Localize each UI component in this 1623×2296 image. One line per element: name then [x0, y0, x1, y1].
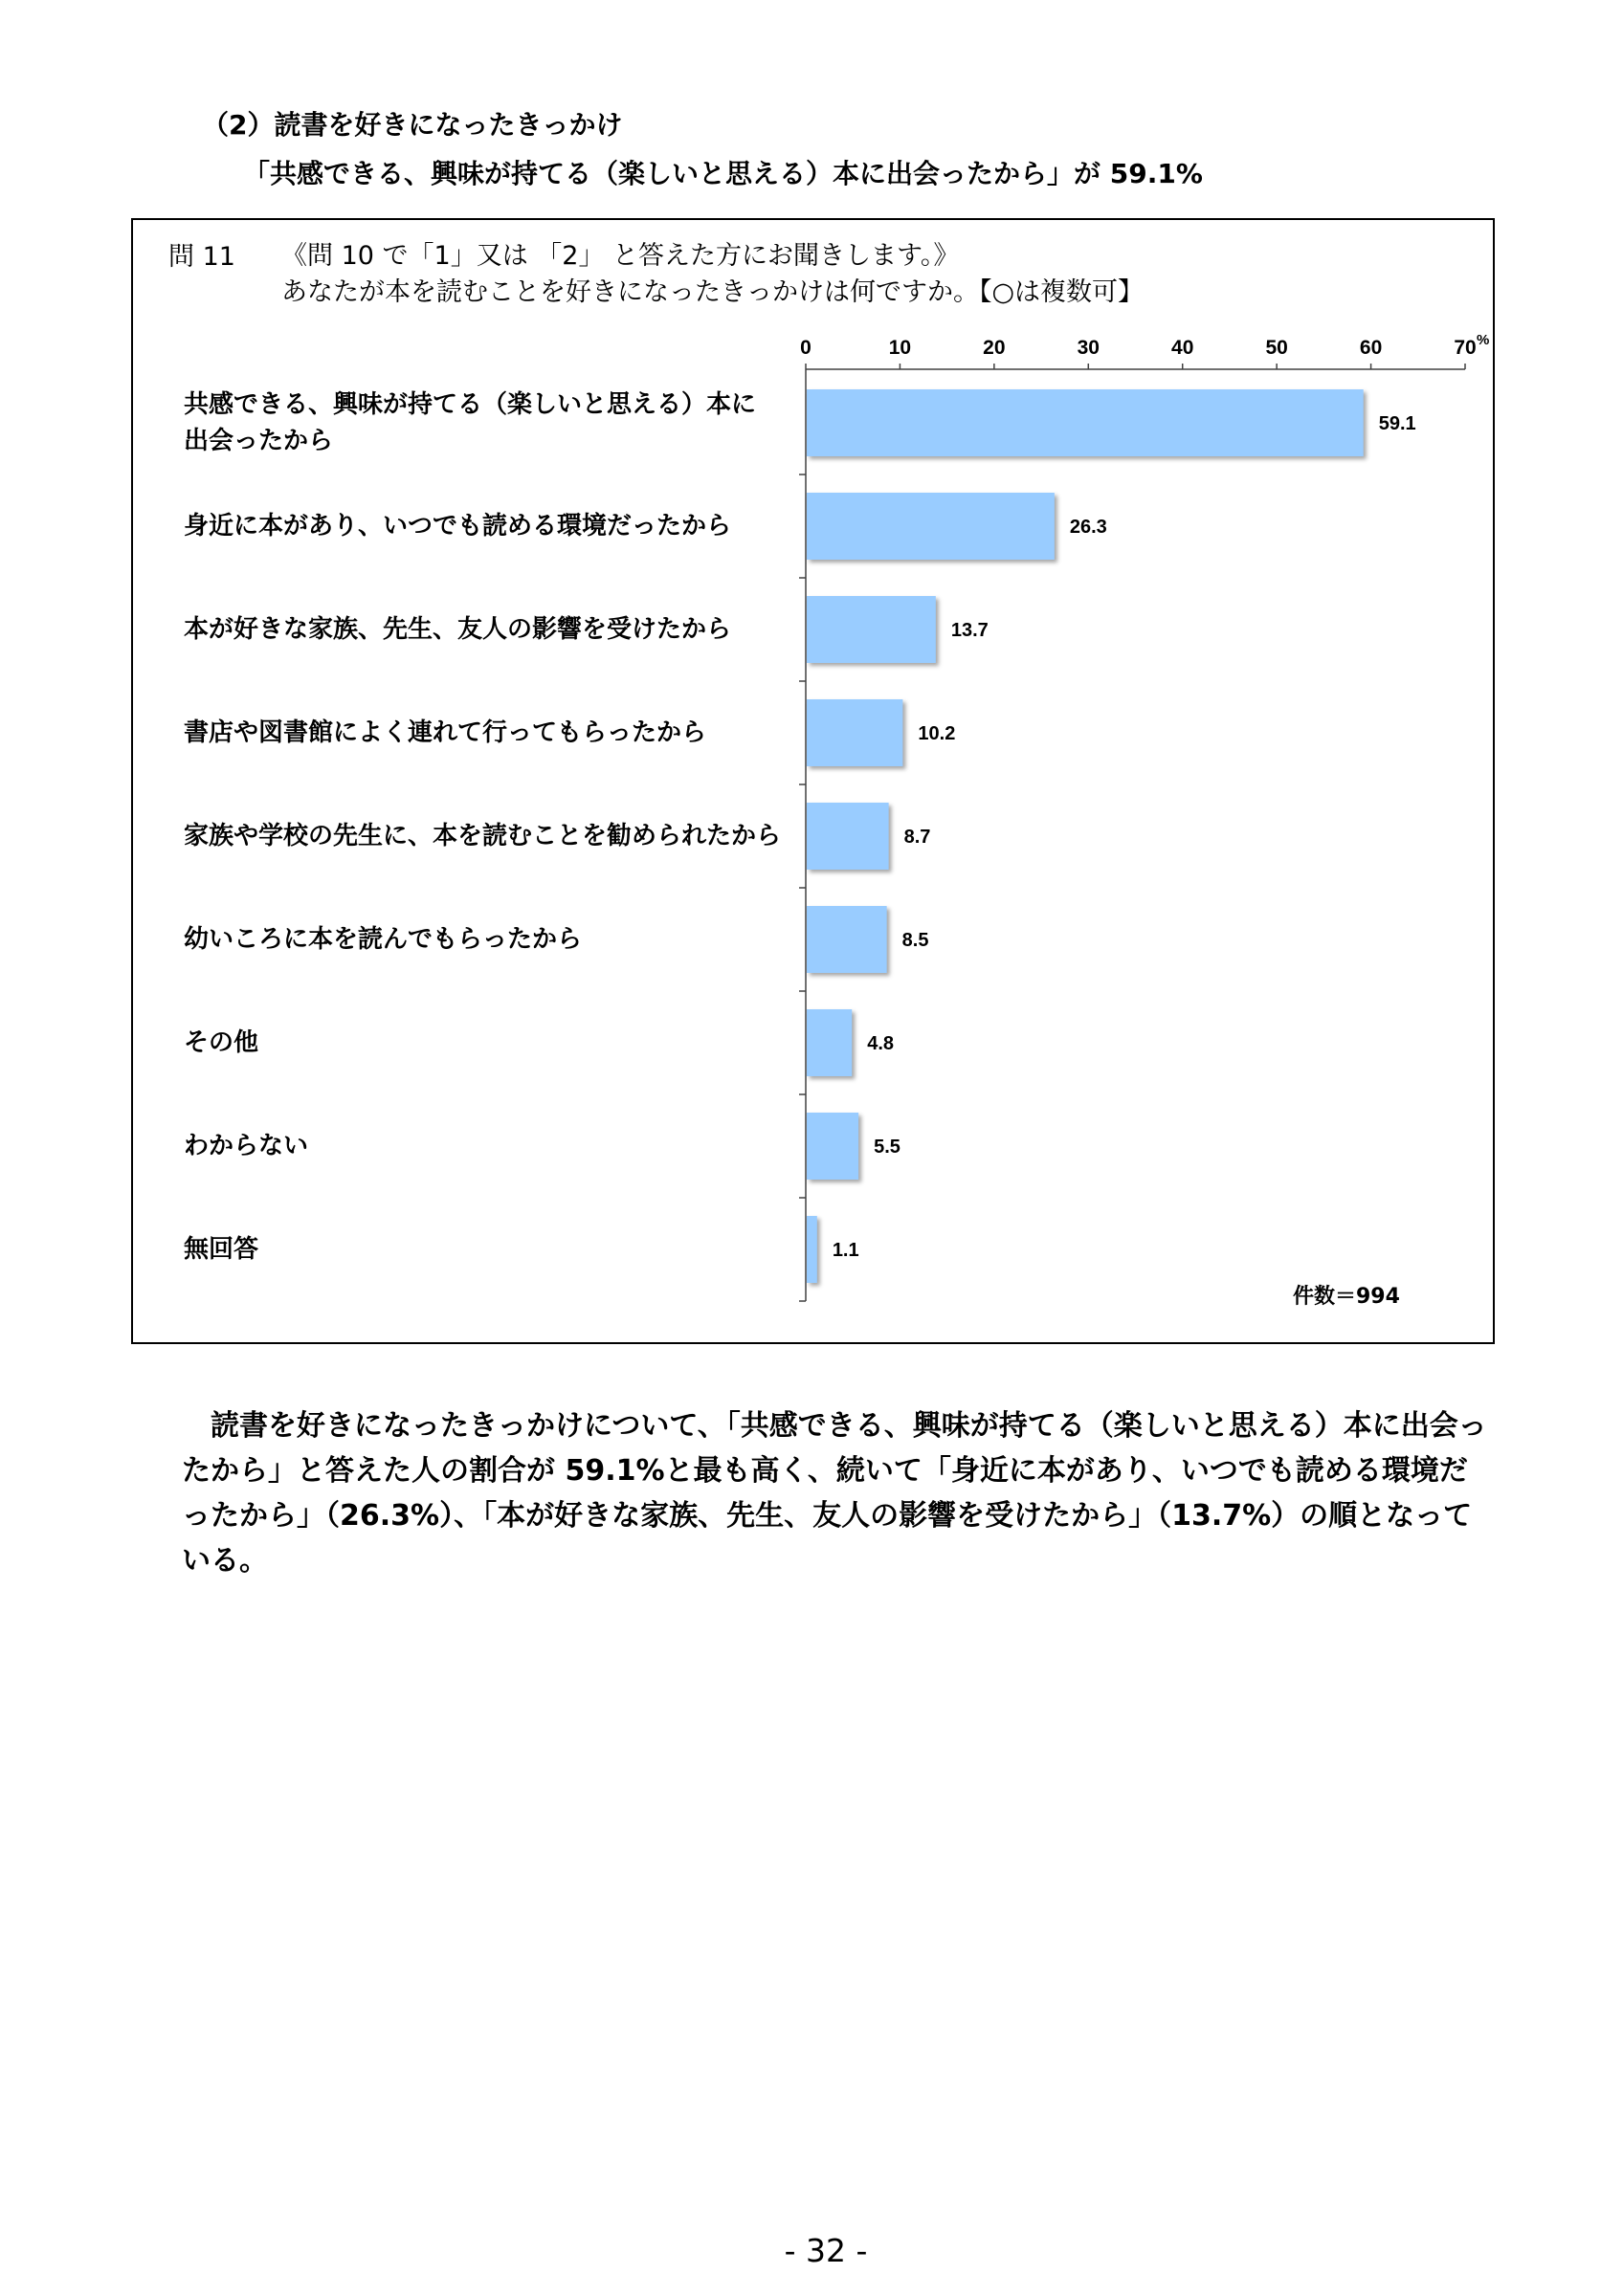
- x-tick-label: 50: [1265, 337, 1288, 359]
- question-text: あなたが本を読むことを好きになったきっかけは何ですか。【○は複数可】: [281, 277, 1145, 307]
- x-tick-label: 40: [1171, 337, 1194, 359]
- bar-value-label: 5.5: [874, 1137, 900, 1158]
- section-summary: 「共感できる、興味が持てる（楽しいと思える）本に出会ったから」が 59.1%: [243, 158, 1203, 189]
- question-condition: 《問 10 で「1」又は 「2」 と答えた方にお聞きします。》: [281, 241, 960, 271]
- sample-size-label: 件数＝994: [1293, 1285, 1400, 1309]
- bar-value-label: 10.2: [918, 723, 956, 744]
- bar-value-label: 59.1: [1378, 413, 1416, 434]
- bar-value-label: 13.7: [950, 620, 989, 641]
- page-number: - 32 -: [784, 2232, 868, 2269]
- summary-paragraph: 読書を好きになったきっかけについて、「共感できる、興味が持てる（楽しいと思える）本に出会ったから」と答えた人の割合が 59.1%と最も高く、続いて「身近に本があり、いつでも読める環境だったから」（26.3%）、「本が好きな家族、先生、友人の影響を受けたから」（13.7%）の順となっている。: [182, 1409, 1487, 1578]
- category-label: 書店や図書館によく連れて行ってもらったから: [184, 718, 707, 747]
- category-label: 家族や学校の先生に、本を読むことを勧められたから: [184, 822, 782, 850]
- x-tick-label: 60: [1359, 337, 1383, 359]
- section-heading: （2）読書を好きになったきっかけ: [202, 109, 623, 141]
- x-tick-label: 20: [983, 337, 1006, 359]
- bar-value-label: 26.3: [1069, 517, 1107, 538]
- category-label: わからない: [184, 1132, 309, 1160]
- category-label: 共感できる、興味が持てる（楽しいと思える）本に出会ったから: [184, 390, 757, 455]
- question-number: 問 11: [168, 242, 235, 272]
- category-labels: [133, 220, 1493, 1342]
- category-label: 幼いころに本を読んでもらったから: [184, 925, 583, 954]
- bar-value-label: 1.1: [832, 1240, 859, 1261]
- x-unit-label: %: [1477, 332, 1490, 348]
- bar-value-label: 8.5: [901, 930, 929, 951]
- bar-value-label: 4.8: [867, 1033, 895, 1054]
- x-tick-label: 70: [1454, 337, 1477, 359]
- question-panel: [131, 218, 1495, 1344]
- category-label: その他: [184, 1028, 259, 1057]
- x-tick-label: 30: [1077, 337, 1100, 359]
- x-tick-label: 10: [888, 337, 912, 359]
- category-label: 本が好きな家族、先生、友人の影響を受けたから: [184, 615, 732, 644]
- category-label: 無回答: [184, 1235, 259, 1264]
- category-label: 身近に本があり、いつでも読める環境だったから: [184, 512, 732, 541]
- bar-value-label: 8.7: [903, 827, 931, 848]
- x-tick-label: 0: [800, 337, 812, 359]
